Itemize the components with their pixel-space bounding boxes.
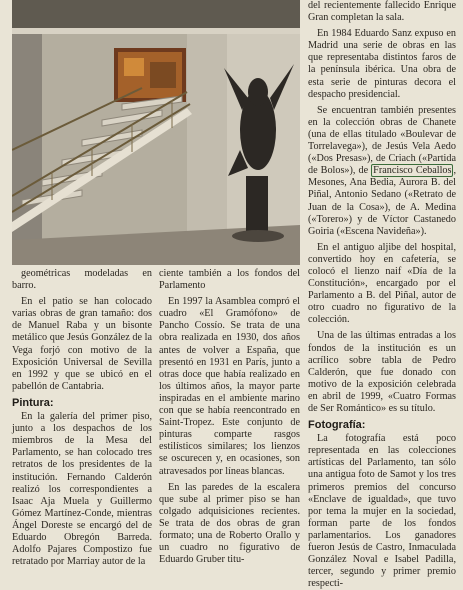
paragraph: En el antiguo aljibe del hospital, convertido hoy en cafetería, se colocó el lienzo naif «Día de la Constitución», encargado por el Parlamento a B. del Piñal, autor de otro cuadro no figurativo de la colección.	[308, 241, 456, 326]
section-heading-pintura: Pintura:	[12, 396, 54, 409]
paragraph: geométricas modeladas en barro.	[12, 268, 152, 292]
staircase-photo	[12, 0, 300, 265]
paragraph: En 1997 la Asamblea compró el cuadro «El Gramófono» de Pancho Cossío. Se trata de una obra realizada en 1930, dos años antes de volver a España, que presentó en 1931 en París, junto a otras doce que había realizado en los últimos años, la mayor parte inspiradas en el ambiente marino con que se había reencontrado en Saint-Tropez. Este conjunto de pinturas comparte rasgos estilísticos similares; los lienzos se oscurecen y, en ocasiones, son atravesados por líneas blancas.	[159, 296, 300, 477]
paragraph: En las paredes de la escalera que sube al primer piso se han colgado adquisiciones recientes. Se trata de dos obras de gran formato; una de Roberto Orallo y un cuadro no figurativo de Eduardo Gruber titu-	[159, 481, 300, 566]
paragraph-text: Se encuentran también presentes en la colección obras de Chanete (una de ellas titulado «Boulevar de Torrelavega»), de Jesús Vela Aedo («Dos Presas»), de Criach («Partida de Bolos»), de	[308, 104, 456, 177]
paragraph: La fotografía está poco representada en las colecciones artísticas del Parlamento, tan sólo una antigua foto de Samot y los tres primeros premios del concurso «Enclave de igualdad», que tuvo por tema la mujer en la sociedad, forman parte de los fondos parlamentarios. Los ganadores fueron Jesús de Castro, Inmaculada González Noval e Isabel Padilla, tercer, segundo y primer premio respecti-	[308, 433, 456, 590]
column-right	[308, 0, 456, 590]
staircase-sculpture-image	[12, 0, 300, 265]
paragraph-text: , Mesones, Ana Bedia, Aurora B. del Piñal, Antonio Sedano («Retrato de Juan de la Cosa»), de A. Medina («Torero») y de Víctor Castanedo Goiria («Escena Navideña»).	[308, 165, 457, 237]
section-heading-fotografia: Fotografía:	[308, 419, 366, 432]
paragraph: En 1984 Eduardo Sanz expuso en Madrid una serie de obras en las que representaba distintos faros de la península ibérica. Una obra de esta serie de pinturas decora el despacho presidencial.	[308, 28, 456, 100]
highlighted-name: Francisco Ceballos	[373, 165, 452, 177]
column-left	[12, 268, 152, 568]
paragraph: ciente también a los fondos del Parlamento	[159, 268, 300, 292]
paragraph: En la galería del primer piso, junto a los despachos de los miembros de la Mesa del Parlamento, se han colocado tres retratos de los presidentes de la institución. Fernando Calderón realizó los correspondientes a Isaac Aja Muela y Guillermo Gómez Martínez-Conde, mientras Ángel Doreste se encargó del de Eduardo Obregón Barreda. Adolfo Pajares Compostizo fue retratado por Marriay autor de la	[12, 411, 152, 568]
paragraph	[308, 105, 456, 238]
paragraph: del recientemente fallecido Enrique Gran completan la sala.	[308, 0, 456, 24]
paragraph: En el patio se han colocado varias obras de gran tamaño: dos de Manuel Raba y un bisonte metálico que Jesús González de la Vega forjó con motivo de la Exposición Universal de Sevilla en 1992 y que se ubicó en el pabellón de Cantabria.	[12, 296, 152, 392]
paragraph: Una de las últimas entradas a los fondos de la institución es un acrílico sobre tabla de Pedro Calderón, que fue donado con motivo de la exposición celebrada en abril de 1999, «Cuatro Formas de Ser Romántico» es su título.	[308, 330, 456, 414]
